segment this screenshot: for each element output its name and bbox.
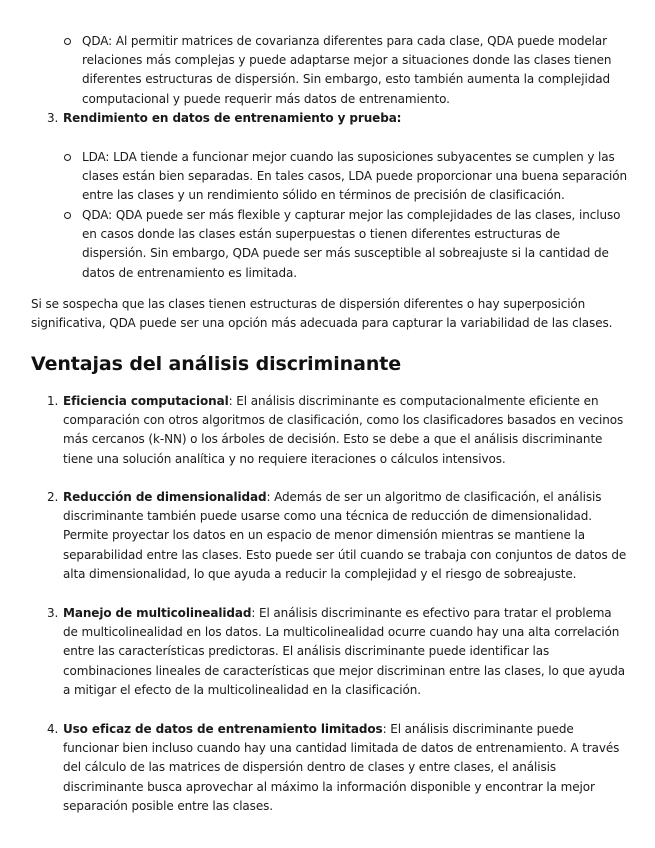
- advantage-title: Eficiencia computacional: [63, 394, 229, 408]
- advantage-item-1: [47, 392, 628, 469]
- summary-paragraph: Si se sospecha que las clases tienen estructuras de dispersión diferentes o hay superposición significativa, QDA puede ser una opción más adecuada para capturar la variabilidad de las clases.: [31, 297, 613, 331]
- list-item-3-performance: [47, 109, 628, 128]
- advantage-text: : Además de ser un algoritmo de clasificación, el análisis discriminante también puede usarse como una técnica de reducción de dimensionalidad. Permite proyectar los datos en un espacio de menor dimensión mientras se mantiene la separabilidad entre las clases. Esto puede ser útil cuando se trabaja con conjuntos de datos de alta dimensionalidad, lo que ayuda a reducir la complejidad y el riesgo de sobreajuste.: [63, 490, 627, 581]
- bullet-text: QDA: Al permitir matrices de covarianza diferentes para cada clase, QDA puede modelar relaciones más complejas y puede adaptarse mejor a situaciones donde las clases tienen diferentes estructuras de dispersión. Sin embargo, esto también aumenta la complejidad computacional y puede requerir más datos de entrenamiento.: [82, 34, 612, 106]
- list-number: 2.: [47, 490, 59, 504]
- advantage-item-4: [47, 720, 628, 816]
- advantage-item-3: [47, 604, 628, 700]
- list-number: 4.: [47, 722, 59, 736]
- bullet-text: LDA: LDA tiende a funcionar mejor cuando las suposiciones subyacentes se cumplen y las clases están bien separadas. En tales casos, LDA puede proporcionar una buena separación entre las clases y un rendimiento sólido en términos de precisión de clasificación.: [82, 150, 627, 203]
- advantage-title: Uso eficaz de datos de entrenamiento limitados: [63, 722, 383, 736]
- advantage-title: Manejo de multicolinealidad: [63, 606, 252, 620]
- advantage-text: : El análisis discriminante es computacionalmente eficiente en comparación con otros algoritmos de clasificación, como los clasificadores basados en vecinos más cercanos (k-NN) o los árboles de decisión. Esto se debe a que el análisis discriminante tiene una solución analítica y no requiere iteraciones o cálculos intensivos.: [63, 394, 624, 466]
- advantage-text: : El análisis discriminante puede funcionar bien incluso cuando hay una cantidad limitada de datos de entrenamiento. A través del cálculo de las matrices de dispersión dentro de clases y entre clases, el análisis discriminante busca aprovechar al máximo la información disponible y encontrar la mejor separación posible entre las clases.: [63, 722, 620, 813]
- advantage-title: Reducción de dimensionalidad: [63, 490, 267, 504]
- bullet-qda-flexibility: [82, 32, 627, 109]
- advantage-item-2: [47, 488, 628, 584]
- section-heading: Ventajas del análisis discriminante: [31, 353, 402, 375]
- list-number: 3.: [47, 606, 59, 620]
- bullet-qda-performance: [82, 206, 627, 283]
- list-item-title: Rendimiento en datos de entrenamiento y prueba:: [63, 111, 402, 125]
- advantage-text: : El análisis discriminante es efectivo para tratar el problema de multicolinealidad en los datos. La multicolinealidad ocurre cuando hay una alta correlación entre las características predictoras. El análisis discriminante puede identificar las combinaciones lineales de características que mejor discriminan entre las clases, lo que ayuda a mitigar el efecto de la multicolinealidad en la clasificación.: [63, 606, 626, 697]
- list-number: 1.: [47, 394, 59, 408]
- bullet-lda-performance: [82, 148, 627, 206]
- bullet-text: QDA: QDA puede ser más flexible y capturar mejor las complejidades de las clases, incluso en casos donde las clases están superpuestas o tienen diferentes estructuras de dispersión. Sin embargo, QDA puede ser más susceptible al sobreajuste si la cantidad de datos de entrenamiento es limitada.: [82, 208, 621, 280]
- list-number: 3.: [47, 111, 59, 125]
